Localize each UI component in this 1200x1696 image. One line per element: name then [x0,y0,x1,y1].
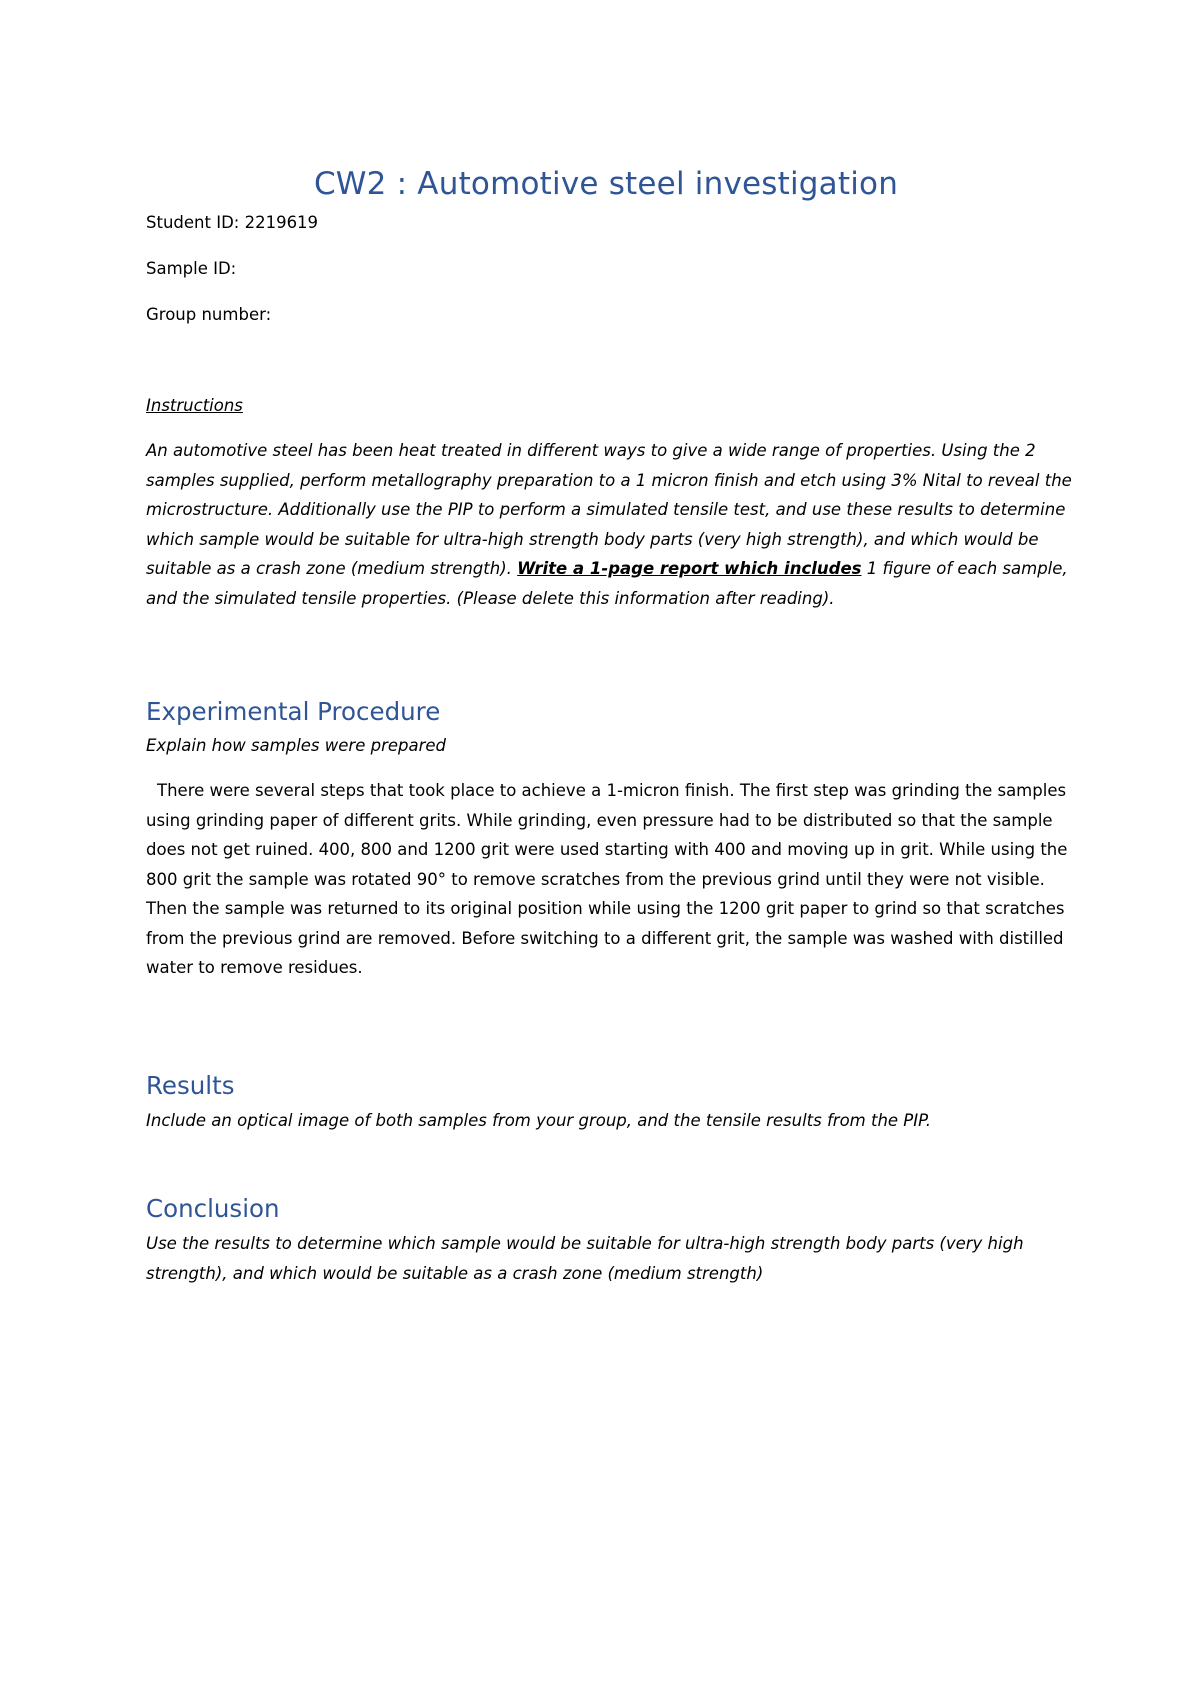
instructions-emphasis: Write a 1-page report which includes [517,559,862,578]
sample-id-line: Sample ID: [146,259,237,278]
document-title: CW2 : Automotive steel investigation [313,166,899,202]
experimental-procedure-body: There were several steps that took place to achieve a 1-micron finish. The first step was grinding the samples using grinding paper of different grits. While grinding, even pressure had to be distributed so that the sample does not get ruined. 400, 800 and 1200 grit were used starting with 400 and moving up in grit. While using the 800 grit the sample was rotated 90° to remove scratches from the previous grind until they were not visible. Then the sample was returned to its original position while using the 1200 grit paper to grind so that scratches from the previous grind are removed. Before switching to a different grit, the sample was washed with distilled water to remove residues. [146,781,1068,977]
experimental-procedure-subheading: Explain how samples were prepared [146,736,446,755]
conclusion-subheading: Use the results to determine which sample would be suitable for ultra-high strength body parts (very high strength), and which would be suitable as a crash zone (medium strength) [146,1234,1024,1283]
student-id-line: Student ID: 2219619 [146,213,319,232]
instructions-text-before: An automotive steel has been heat treated in different ways to give a wide range of properties. Using the 2 samples supplied, perform metallography preparation to a 1 micron finish and etch using 3% Nital to reveal the microstructure. Additionally use the PIP to perform a simulated tensile test, and use these results to determine which sample would be suitable for ultra-high strength body parts (very high strength), and which would be suitable as a crash zone (medium strength). [146,441,1072,578]
experimental-procedure-heading: Experimental Procedure [146,697,441,726]
instructions-text-after: 1 figure of each sample, and the simulated tensile properties. (Please delete this information after reading). [146,559,1068,608]
results-heading: Results [146,1071,235,1100]
conclusion-heading: Conclusion [146,1194,280,1223]
instructions-paragraph [146,436,1076,613]
results-subheading: Include an optical image of both samples from your group, and the tensile results from the PIP. [146,1111,932,1130]
group-number-line: Group number: [146,305,272,324]
instructions-heading: Instructions [146,396,243,415]
